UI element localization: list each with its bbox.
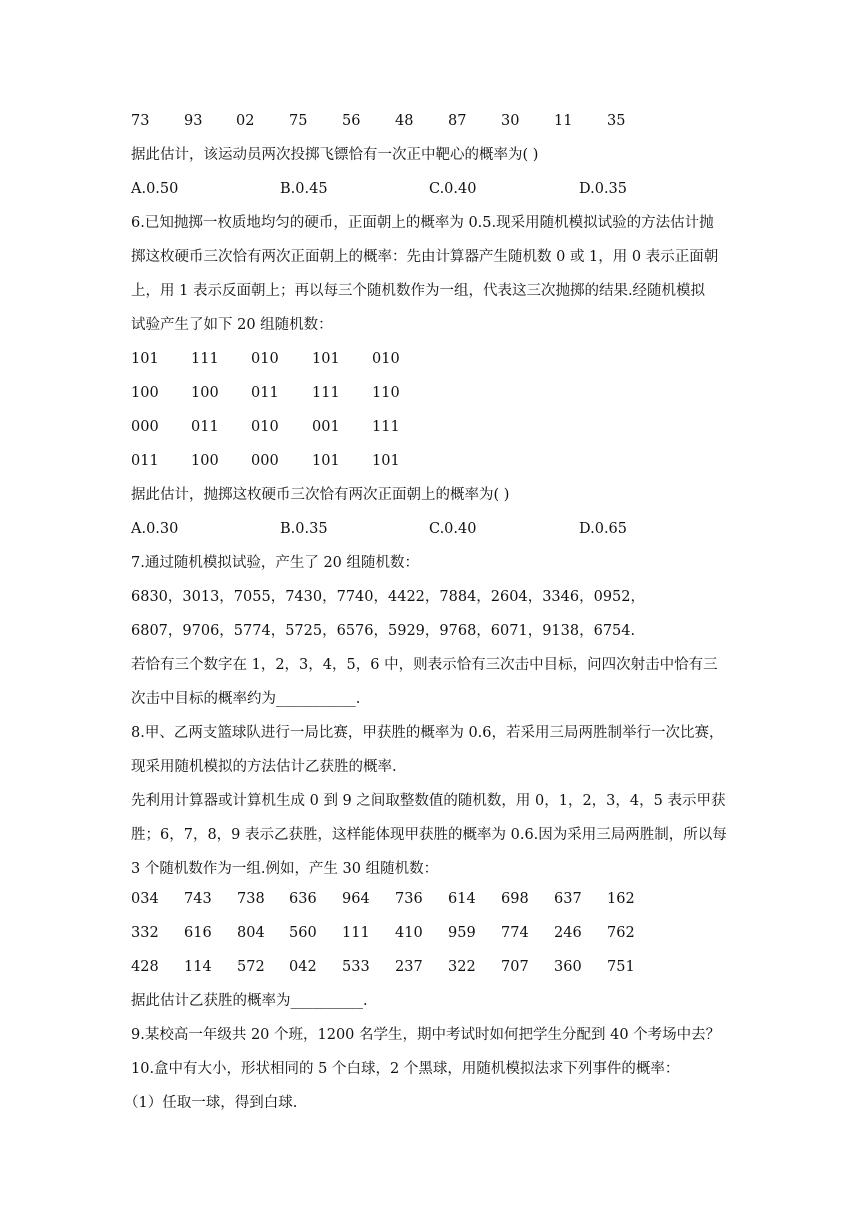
option-d: D.0.65 [579,521,628,537]
number-cell: 614 [448,891,476,907]
number-cell: 100 [131,385,159,401]
number-cell: 114 [184,959,212,975]
number-cell: 034 [131,891,159,907]
number-cell: 636 [289,891,317,907]
number-cell: 101 [131,351,159,367]
number-cell: 30 [501,113,520,129]
number-cell: 87 [448,113,467,129]
number-cell: 533 [342,959,370,975]
q8-line: 现采用随机模拟的方法估计乙获胜的概率. [131,759,397,775]
number-cell: 738 [237,891,265,907]
number-cell: 804 [237,925,265,941]
q7-line: 次击中目标的概率约为___________. [131,691,361,707]
number-cell: 572 [237,959,265,975]
number-cell: 237 [395,959,423,975]
number-cell: 736 [395,891,423,907]
number-cell: 774 [501,925,529,941]
number-cell: 698 [501,891,529,907]
option-a: A.0.50 [131,181,179,197]
number-cell: 11 [554,113,573,129]
number-cell: 762 [607,925,635,941]
number-cell: 111 [312,385,340,401]
option-b: B.0.45 [280,181,328,197]
q8-prompt: 据此估计乙获胜的概率为__________. [131,993,368,1009]
q6-prompt: 据此估计，抛掷这枚硬币三次恰有两次正面朝上的概率为( ) [131,487,510,503]
number-cell: 637 [554,891,582,907]
option-a: A.0.30 [131,521,179,537]
q7-line: 7.通过随机模拟试验，产生了 20 组随机数： [131,555,420,571]
number-cell: 101 [312,351,340,367]
number-cell: 332 [131,925,159,941]
q5-prompt: 据此估计，该运动员两次投掷飞镖恰有一次正中靶心的概率为( ) [131,147,539,163]
number-cell: 010 [372,351,400,367]
number-cell: 011 [251,385,279,401]
option-c: C.0.40 [429,521,477,537]
number-cell: 322 [448,959,476,975]
q7-line: 6830，3013，7055，7430，7740，4422，7884，2604，3346，0952， [131,589,646,605]
q8-line: 胜；6，7，8，9 表示乙获胜，这样能体现甲获胜的概率为 0.6.因为采用三局两胜制，所以每 [131,827,727,843]
number-cell: 101 [372,453,400,469]
q6-stem-line: 掷这枚硬币三次恰有两次正面朝上的概率：先由计算器产生随机数 0 或 1，用 0 表示正面朝 [131,249,719,265]
number-cell: 001 [312,419,340,435]
number-cell: 042 [289,959,317,975]
q8-line: 3 个随机数作为一组.例如，产生 30 组随机数： [131,861,439,877]
number-cell: 616 [184,925,212,941]
number-cell: 56 [342,113,361,129]
number-cell: 707 [501,959,529,975]
number-cell: 111 [191,351,219,367]
number-cell: 110 [372,385,400,401]
number-cell: 111 [342,925,370,941]
number-cell: 246 [554,925,582,941]
q6-stem-line: 试验产生了如下 20 组随机数： [131,317,333,333]
number-cell: 010 [251,419,279,435]
number-cell: 111 [372,419,400,435]
number-cell: 560 [289,925,317,941]
number-cell: 428 [131,959,159,975]
number-cell: 73 [131,113,150,129]
number-cell: 35 [607,113,626,129]
q6-stem-line: 上，用 1 表示反面朝上；再以每三个随机数作为一组，代表这三次抛掷的结果.经随机模拟 [131,283,706,299]
number-cell: 959 [448,925,476,941]
number-cell: 964 [342,891,370,907]
number-cell: 93 [184,113,203,129]
q10-text: 10.盒中有大小，形状相同的 5 个白球，2 个黑球，用随机模拟法求下列事件的概率： [131,1061,680,1077]
number-cell: 360 [554,959,582,975]
q7-line: 6807，9706，5774，5725，6576，5929，9768，6071，9138，6754. [131,623,636,639]
number-cell: 48 [395,113,414,129]
number-cell: 000 [131,419,159,435]
number-cell: 75 [289,113,308,129]
option-b: B.0.35 [280,521,328,537]
number-cell: 010 [251,351,279,367]
q10-sub1: （1）任取一球，得到白球. [124,1095,298,1111]
option-d: D.0.35 [579,181,628,197]
option-c: C.0.40 [429,181,477,197]
number-cell: 000 [251,453,279,469]
q8-line: 先利用计算器或计算机生成 0 到 9 之间取整数值的随机数，用 0，1，2，3，4，5 表示甲获 [131,793,726,809]
q7-line: 若恰有三个数字在 1，2，3，4，5，6 中，则表示恰有三次击中目标，问四次射击中恰有三 [131,657,718,673]
number-cell: 02 [236,113,255,129]
number-cell: 011 [191,419,219,435]
q6-stem-line: 6.已知抛掷一枚质地均匀的硬币，正面朝上的概率为 0.5.现采用随机模拟试验的方法估计抛 [131,215,714,231]
number-cell: 162 [607,891,635,907]
number-cell: 410 [395,925,423,941]
number-cell: 100 [191,385,219,401]
number-cell: 011 [131,453,159,469]
q8-line: 8.甲、乙两支篮球队进行一局比赛，甲获胜的概率为 0.6，若采用三局两胜制举行一次比赛， [131,725,724,741]
number-cell: 743 [184,891,212,907]
number-cell: 751 [607,959,635,975]
number-cell: 101 [312,453,340,469]
number-cell: 100 [191,453,219,469]
q9-text: 9.某校高一年级共 20 个班，1200 名学生，期中考试时如何把学生分配到 40 个考场中去？ [131,1027,721,1043]
